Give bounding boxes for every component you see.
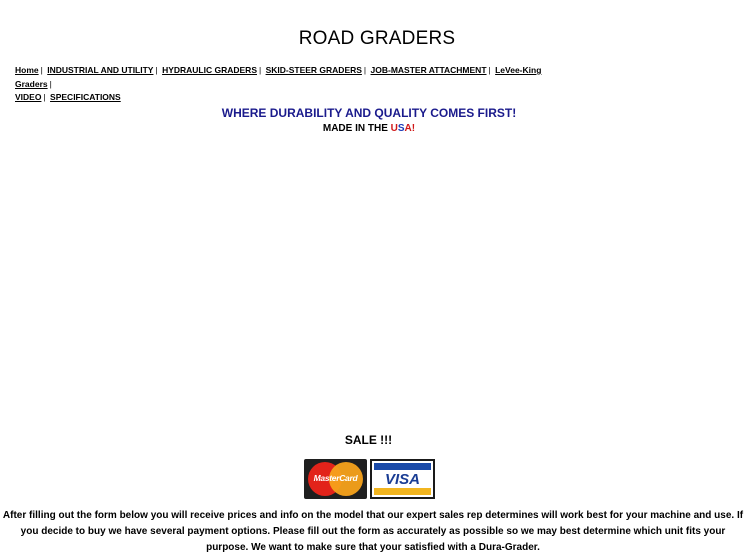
visa-gold-band [374,488,431,495]
nav-separator: | [43,92,46,102]
nav-separator: | [363,65,367,75]
nav-separator: | [488,65,491,75]
tagline: WHERE DURABILITY AND QUALITY COMES FIRST! [221,106,517,120]
page-title: ROAD GRADERS [298,28,456,49]
mastercard-label: MasterCard [313,473,358,483]
visa-label: VISA [384,471,420,488]
visa-logo [370,459,435,499]
nav-separator: | [40,65,43,75]
nav-link-home[interactable]: Home [15,65,39,75]
usa-letter-a: A [404,123,412,134]
nav-link-video[interactable]: VIDEO [15,92,42,102]
nav-link-specifications[interactable]: SPECIFICATIONS [50,92,121,102]
made-in-usa [0,123,738,134]
nav-link-hydraulic-graders[interactable]: HYDRAULIC GRADERS [162,65,257,75]
usa-letter-s: S [397,123,405,134]
mastercard-logo [304,459,367,499]
nav-link-industrial-and-utility[interactable]: INDUSTRIAL AND UTILITY [47,65,154,75]
nav-link-skid-steer-graders[interactable]: SKID-STEER GRADERS [265,65,362,75]
usa-letter-u: U [390,123,398,134]
top-nav [15,64,575,105]
nav-link-levee-king-graders[interactable]: LeVee-King Graders [15,65,542,89]
visa-blue-band [374,463,431,470]
intro-paragraph: After filling out the form below you will receive prices and info on the model that our expert sales rep determines will work best for your machine and use. If you decide to buy we have several payment options. Please fill out the form as accurately as possible so we may best determine which unit fits your purpose. We want to make sure that your satisfied with a Dura-Grader. [2,510,744,553]
nav-link-job-master-attachment[interactable]: JOB-MASTER ATTACHMENT [370,65,487,75]
nav-separator: | [49,78,52,89]
nav-separator: | [155,65,158,75]
made-in-suffix: ! [411,123,416,134]
made-in-prefix: MADE IN THE [322,123,391,134]
nav-separator: | [258,65,262,75]
sale-heading: SALE !!! [344,433,393,447]
